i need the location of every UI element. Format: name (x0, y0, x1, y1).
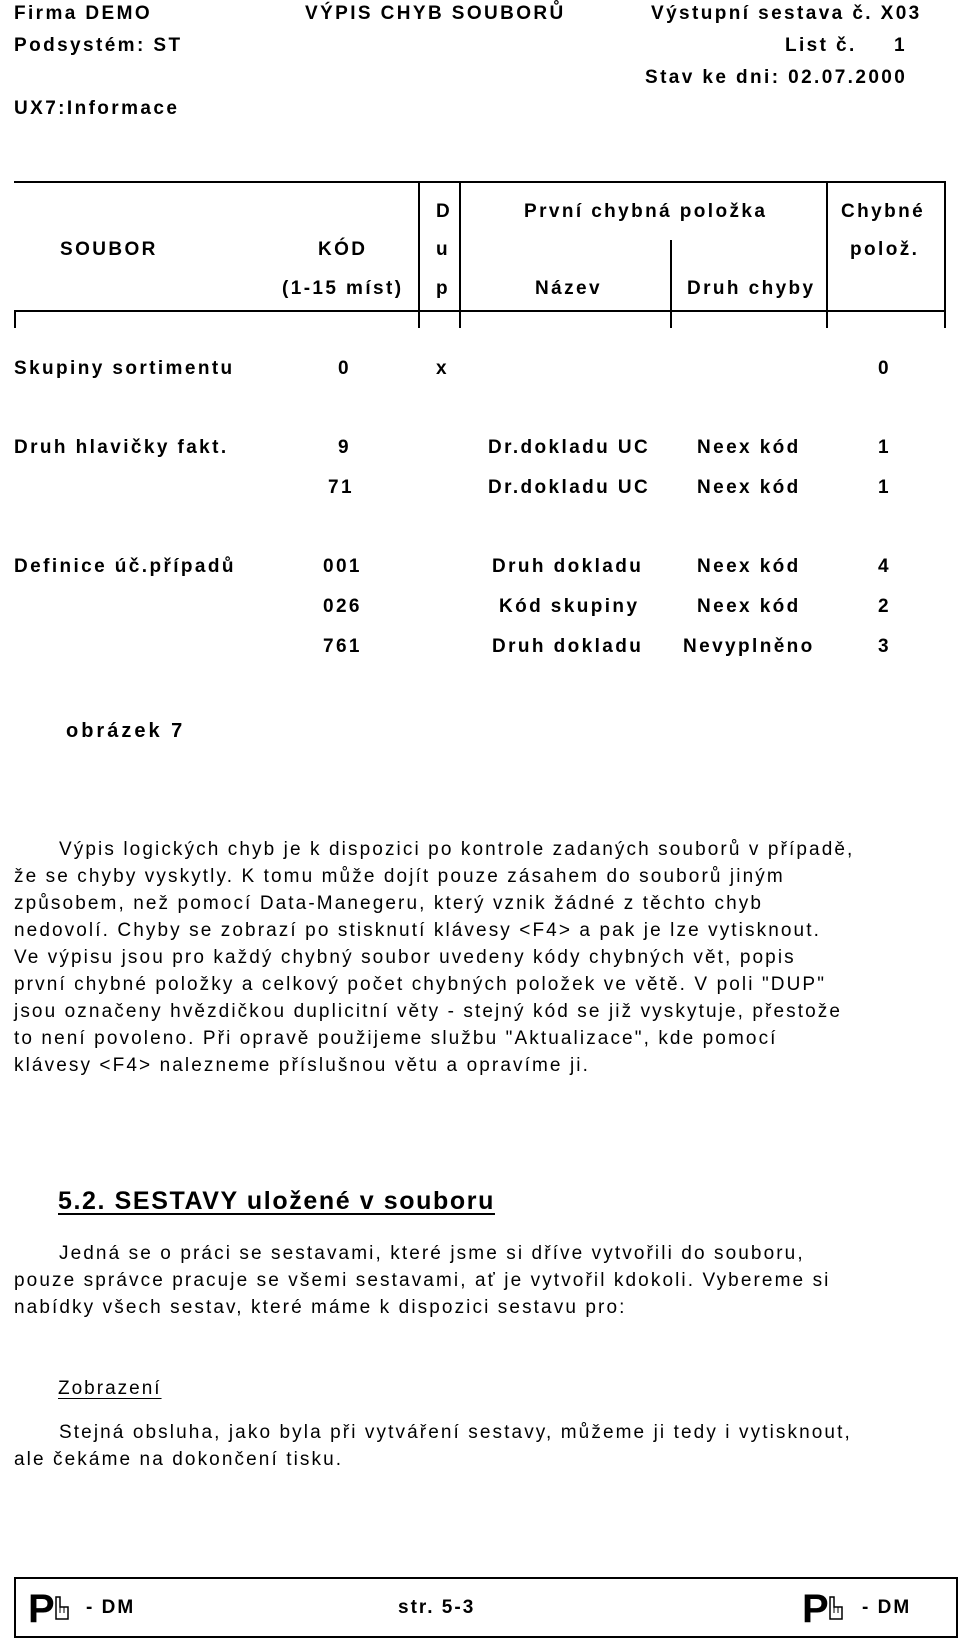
table-cell-druh: Neex kód (697, 437, 801, 458)
company-name: Firma DEMO (14, 3, 153, 24)
table-cell-nazev: Kód skupiny (499, 596, 640, 617)
table-cell-druh: Nevyplněno (683, 636, 815, 657)
table-cell-celkem: 0 (878, 358, 891, 379)
paragraph-line: Stejná obsluha, jako byla při vytváření sestavy, můžeme ji tedy i vytisknout, (59, 1422, 852, 1443)
table-header-bottom (14, 310, 946, 312)
report-title: VÝPIS CHYB SOUBORŮ (305, 3, 566, 24)
page-number: str. 5-3 (398, 1597, 476, 1618)
table-cell-nazev: Druh dokladu (492, 636, 644, 657)
section-paragraph (14, 1240, 831, 1321)
col-header-kod-range: (1-15 míst) (282, 278, 404, 299)
paragraph-line: to není povoleno. Při opravě použijeme službu "Aktualizace", kde pomocí (14, 1028, 778, 1049)
section-heading: 5.2. SESTAVY uložené v souboru (58, 1187, 495, 1215)
col-header-druh: Druh chyby (687, 278, 816, 299)
company-logo (28, 1587, 76, 1633)
table-cell-celkem: 3 (878, 636, 891, 657)
table-cell-kod: 001 (323, 556, 362, 577)
table-cell-celkem: 4 (878, 556, 891, 577)
paragraph-line: klávesy <F4> nalezneme příslušnou větu a opravíme ji. (14, 1055, 590, 1076)
col-header-dup-1: D (436, 201, 453, 222)
table-cell-celkem: 1 (878, 437, 891, 458)
table-col-divider (826, 181, 828, 328)
subheading-zobrazeni: Zobrazení (58, 1378, 162, 1399)
paragraph-line: způsobem, než pomocí Data-Manegeru, který vznik žádné z těchto chyb (14, 893, 764, 914)
page-footer (14, 1577, 958, 1638)
company-logo (802, 1587, 850, 1633)
paragraph-line: nabídky všech sestav, které máme k dispozici sestavu pro: (14, 1297, 627, 1318)
table-cell-kod: 9 (338, 437, 351, 458)
date-status: Stav ke dni: 02.07.2000 (645, 67, 908, 88)
table-cell-soubor: Definice úč.případů (14, 556, 236, 577)
subsystem: Podsystém: ST (14, 35, 183, 56)
table-cell-kod: 71 (328, 477, 354, 498)
table-cell-kod: 026 (323, 596, 362, 617)
paragraph-line: Jedná se o práci se sestavami, které jsme si dříve vytvořili do souboru, (59, 1243, 805, 1264)
col-header-first-error: První chybná položka (524, 201, 768, 222)
table-cell-dup: x (436, 358, 449, 379)
table-col-divider (459, 181, 461, 328)
col-header-kod: KÓD (318, 239, 368, 260)
table-cell-druh: Neex kód (697, 596, 801, 617)
table-cell-soubor: Druh hlavičky fakt. (14, 437, 229, 458)
col-header-dup-2: u (436, 239, 451, 260)
col-header-poloz: polož. (850, 239, 920, 260)
figure-caption: obrázek 7 (66, 720, 186, 742)
table-cell-druh: Neex kód (697, 477, 801, 498)
paragraph-line: nedovolí. Chyby se zobrazí po stisknutí klávesy <F4> a pak je lze vytisknout. (14, 920, 821, 941)
logo-letter: P (28, 1587, 55, 1631)
logo-letter: P (802, 1587, 829, 1631)
table-cell-celkem: 2 (878, 596, 891, 617)
hand-icon (826, 1595, 846, 1621)
report-number: Výstupní sestava č. X03 (651, 3, 922, 24)
paragraph-line: Výpis logických chyb je k dispozici po kontrole zadaných souborů v případě, (59, 839, 855, 860)
table-cell-soubor: Skupiny sortimentu (14, 358, 235, 379)
table-col-divider (670, 240, 672, 328)
paragraph-line: že se chyby vyskytly. K tomu může dojít pouze zásahem do souborů jiným (14, 866, 785, 887)
paragraph-line: ale čekáme na dokončení tisku. (14, 1449, 344, 1470)
info-code: UX7:Informace (14, 98, 180, 119)
table-col-divider (418, 181, 420, 328)
col-header-nazev: Název (535, 278, 602, 299)
col-header-dup-3: p (436, 278, 451, 299)
sheet-number: 1 (894, 35, 907, 56)
zobrazeni-paragraph (14, 1419, 852, 1473)
paragraph-line: Ve výpisu jsou pro každý chybný soubor uvedeny kódy chybných vět, popis (14, 947, 796, 968)
table-cell-celkem: 1 (878, 477, 891, 498)
col-header-soubor: SOUBOR (60, 239, 158, 260)
sheet-label: List č. (785, 35, 857, 56)
table-right-border (944, 181, 946, 328)
col-header-chybne: Chybné (841, 201, 926, 222)
paragraph-line: jsou označeny hvězdičkou duplicitní věty - stejný kód se již vyskytuje, přestože (14, 1001, 843, 1022)
paragraph-line: první chybné položky a celkový počet chybných položek ve větě. V poli "DUP" (14, 974, 827, 995)
table-cell-nazev: Druh dokladu (492, 556, 644, 577)
table-tick (14, 310, 16, 328)
hand-icon (52, 1595, 72, 1621)
body-paragraph (14, 836, 854, 1079)
table-cell-druh: Neex kód (697, 556, 801, 577)
footer-left-text: - DM (86, 1597, 136, 1618)
table-cell-nazev: Dr.dokladu UC (488, 437, 651, 458)
paragraph-line: pouze správce pracuje se všemi sestavami, ať je vytvořil kdokoli. Vybereme si (14, 1270, 831, 1291)
table-cell-nazev: Dr.dokladu UC (488, 477, 651, 498)
table-cell-kod: 0 (338, 358, 351, 379)
footer-right-text: - DM (862, 1597, 912, 1618)
table-cell-kod: 761 (323, 636, 362, 657)
table-top-border (14, 181, 946, 183)
